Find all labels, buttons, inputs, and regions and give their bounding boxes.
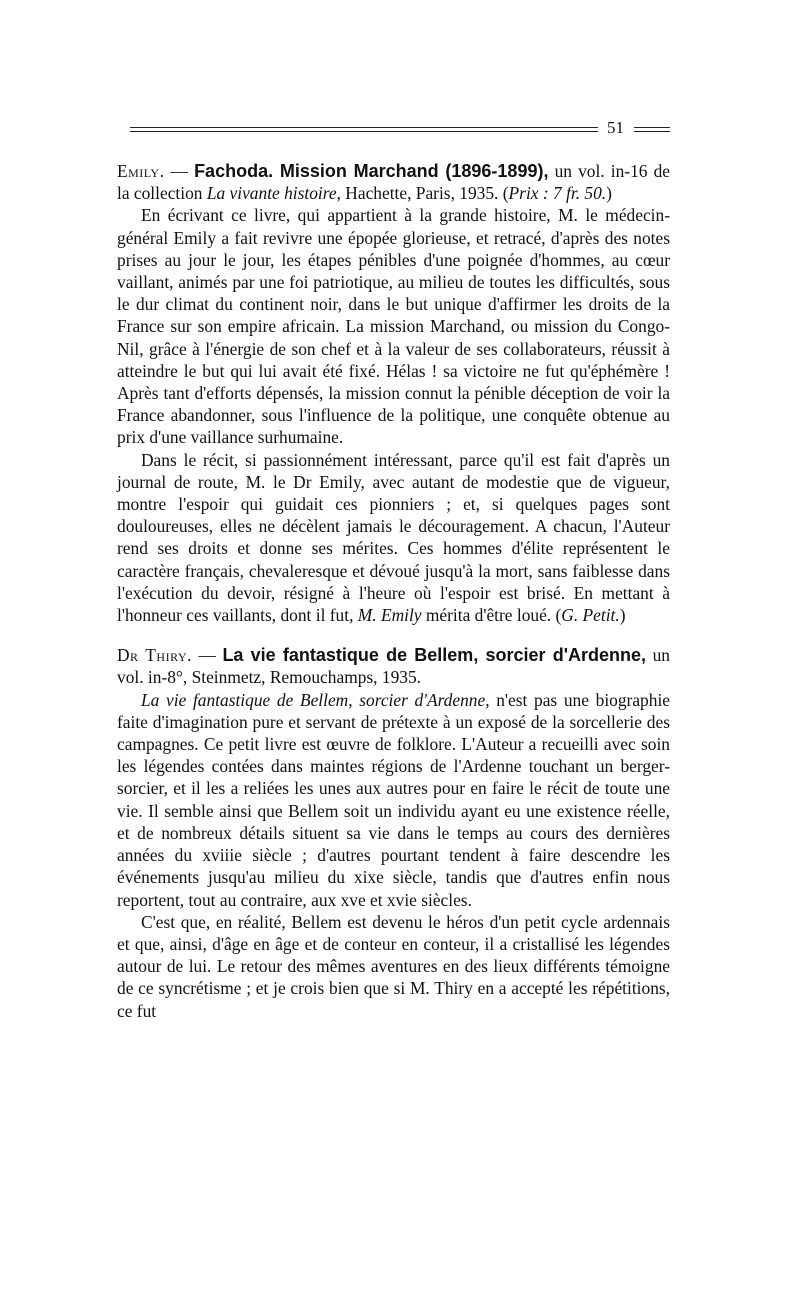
bibliographic-details: un vol. in-16 de la collection — [117, 161, 670, 204]
page-number: 51 — [607, 118, 624, 137]
review-author: Emily. — [117, 161, 165, 181]
book-title-italic: La vie fantastique de Bellem, sorcier d'Ardenne, — [141, 689, 490, 710]
review-text: Dans le récit, si passionnément intéressant, parce qu'il est fait d'après un journal de route, M. le Dr Emily, avec autant de modestie que de vigueur, montre l'espoir qui guidait ces pionniers ; et, si quelques pages sont douloureuses, elles ne décèlent jamais le découragement. A chacun, l'Auteur rend ses droits et donne ses mérites. Ces hommes d'élite représentent le caractère français, chevaleresque et dévoué jusqu'à la mort, sans faiblesse dans l'exécution du devoir, résigné à l'heure où l'espoir est brisé. En mettant à l'honneur ces vaillants, dont il fut, — [117, 449, 670, 626]
collection-name: La vivante histoire — [206, 183, 337, 204]
price: Prix : 7 fr. 50. — [508, 183, 607, 204]
review-heading — [117, 160, 670, 204]
bibliographic-details-publisher: , Hachette, Paris, 1935. ( — [336, 183, 509, 204]
book-title: La vie fantastique de Bellem, sorcier d'Ardenne, — [222, 645, 647, 666]
text-body — [117, 160, 670, 1022]
running-header — [0, 118, 800, 142]
header-rule-right — [634, 127, 670, 132]
review-paragraph: C'est que, en réalité, Bellem est devenu le héros d'un petit cycle ardennais et que, ainsi, d'âge en âge et de conteur en conteur, il a cristallisé les légendes autour de lui. Le retour des mêmes aventures en des lieux différents témoigne de ce syncrétisme ; et je crois bien que si M. Thiry en a accepté les répétitions, ce fut — [117, 911, 670, 1021]
heading-dash: — — [164, 161, 195, 181]
review-author: Dr Thiry. — [117, 645, 192, 666]
review-thiry — [117, 644, 670, 1021]
review-paragraph: En écrivant ce livre, qui appartient à la grande histoire, M. le médecin-général Emily a fait revivre une épopée glorieuse, et retracé, d'après des notes prises au jour le jour, les étapes pénibles d'une poignée d'hommes, au cœur vaillant, animés par une foi patriotique, au milieu de toutes les difficultés, sous le dur climat du continent noir, dans le but unique d'affirmer les droits de la France sur son empire africain. La mission Marchand, ou mission du Congo-Nil, grâce à l'énergie de son chef et à la valeur de ses collaborateurs, réussit à atteindre le but qui lui avait été fixé. Hélas ! sa victoire ne fut qu'éphémère ! Après tant d'efforts dépensés, la mission connut la pénible déception de voir la France abandonner, sous l'influence de la politique, une conquête obtenue au prix d'une vaillance surhumaine. — [117, 205, 670, 448]
reviewer-signature: G. Petit. — [561, 605, 620, 626]
bibliographic-details: un vol. in-8°, Steinmetz, Remouchamps, 1935. — [117, 645, 670, 688]
header-rule-left — [130, 127, 598, 132]
review-text: n'est pas une biographie faite d'imagination pure et servant de prétexte à un exposé de la sorcellerie des campagnes. Ce petit livre est œuvre de folklore. L'Auteur a recueilli avec soin les légendes contées dans maintes régions de l'Ardenne touchant un berger-sorcier, et il les a reliées les unes aux autres pour en faire le récit de toute une vie. Il semble ainsi que Bellem soit un individu ayant eu une existence réelle, et de nombreux détails situent sa vie dans le temps au cours des dernières années du xviiie siècle ; d'autres pourtant tendent à faire descendre les événements jusqu'au milieu du xixe siècle, tandis que d'autres enfin nous reportent, tout au contraire, aux xve et xvie siècles. — [117, 689, 670, 910]
book-title: Fachoda. Mission Marchand (1896-1899), — [194, 161, 549, 181]
heading-dash: — — [191, 645, 223, 666]
review-text: ) — [619, 605, 626, 626]
review-paragraph — [117, 689, 670, 911]
bibliographic-details-close: ) — [606, 183, 612, 204]
review-text: mérita d'être loué. ( — [421, 605, 562, 626]
author-name-italic: M. Emily — [357, 605, 422, 626]
review-paragraph — [117, 449, 670, 627]
review-heading — [117, 644, 670, 688]
review-emily — [117, 160, 670, 626]
